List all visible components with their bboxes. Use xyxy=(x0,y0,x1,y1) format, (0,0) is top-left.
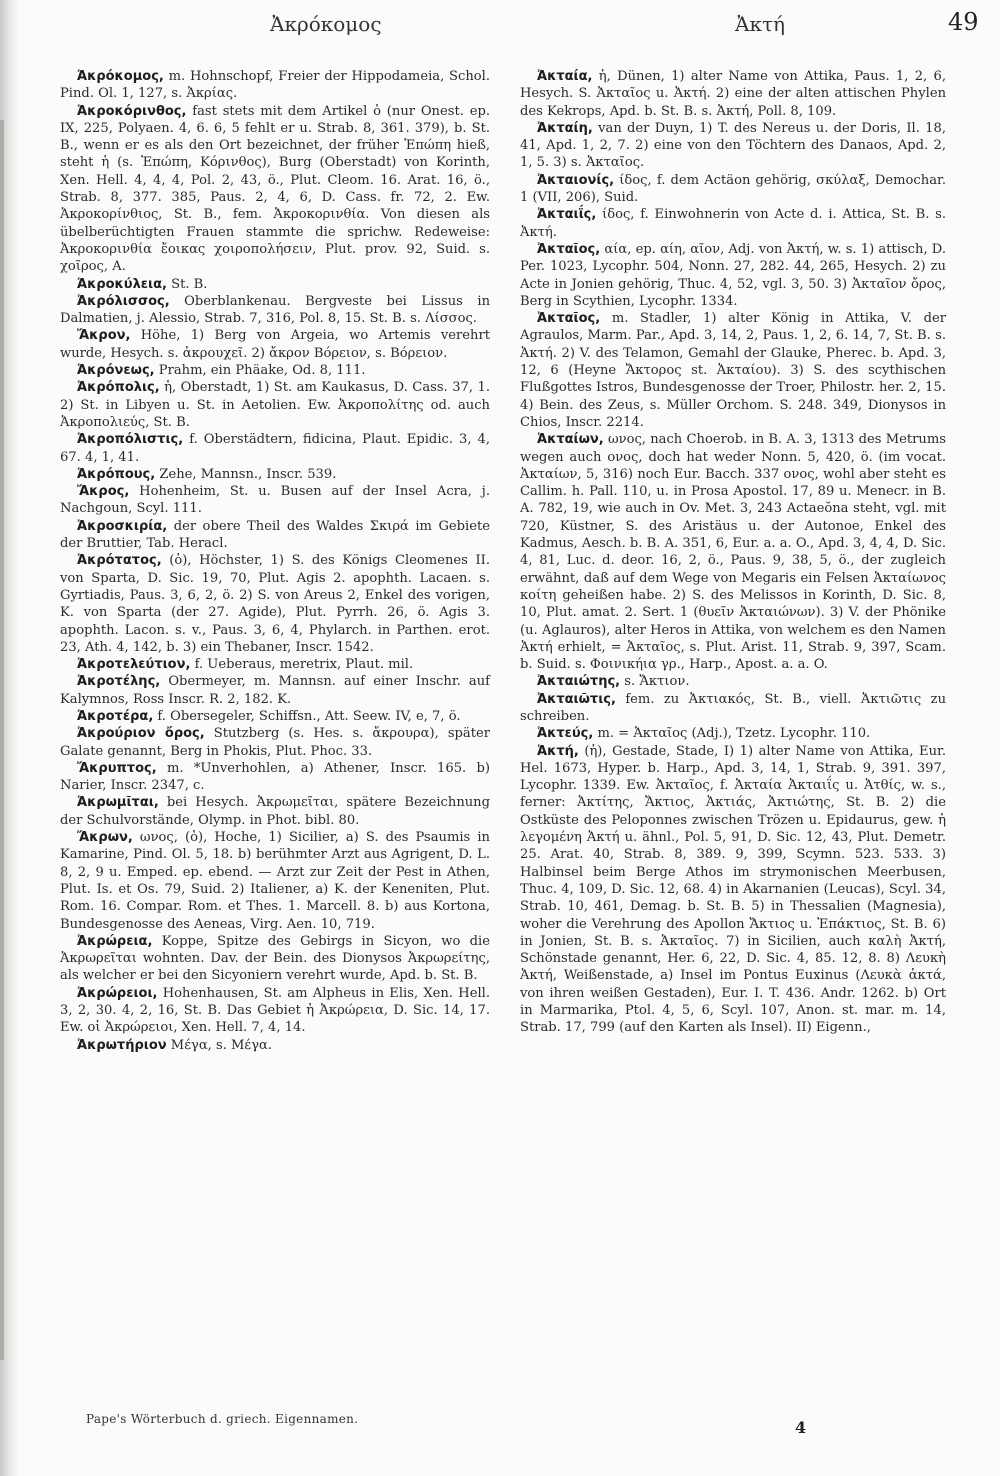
dictionary-entry xyxy=(60,103,490,276)
dictionary-entry xyxy=(60,276,490,293)
entry-lemma: Ἄκρον, xyxy=(77,328,131,344)
entry-lemma: Ἄκρος, xyxy=(77,484,130,500)
dictionary-entry xyxy=(520,431,946,673)
scan-binding-shadow xyxy=(0,120,4,1360)
entry-text: bei Hesych. Ἀκρωμεῖται, spätere Bezeichnung der Schulvorstände, Olymp. in Phot. bibl. 80. xyxy=(60,795,490,828)
entry-text: f. Oberstädtern, fidicina, Plaut. Epidic. 3, 4, 67. 4, 1, 41. xyxy=(60,432,490,465)
entry-lemma: Ἀκροτέρα, xyxy=(77,708,154,724)
entry-lemma: Ἀκροκύλεια, xyxy=(77,276,167,292)
entry-lemma: Ἀκρόλισσος, xyxy=(77,293,170,309)
entry-text: m. = Ἀκταῖος (Adj.), Tzetz. Lycophr. 110. xyxy=(593,726,871,742)
entry-text: der obere Theil des Waldes Σκιρά im Gebiete der Bruttier, Tab. Heracl. xyxy=(60,518,490,552)
dictionary-entry xyxy=(520,691,946,726)
entry-text: Obermeyer, m. Mannsn. auf einer Inschr. auf Kalymnos, Ross Inscr. R. 2, 182. K. xyxy=(60,674,490,707)
entry-text: (ὁ), Höchster, 1) S. des Königs Cleomenes II. von Sparta, D. Sic. 19, 70, Plut. Agis 2. apophth. Lacaen. s. Gyrtiadis, Paus. 3, 6, 2, ö. 2) S. von Areus 2, Enkel des vorigen, K. von Sparta (der 27. Agide), Plut. Pyrrh. 26, ö. Agis 3. apophth. Lacon. s. v., Paus. 3, 6, 4, Phylarch. in Parthen. erot. 23, Ath. 4, 142, b. 3) ein Thebaner, Inscr. 1542. xyxy=(60,553,490,655)
entry-text: Zehe, Mannsn., Inscr. 539. xyxy=(155,466,337,482)
entry-text: (ἡ), Gestade, Stade, I) 1) alter Name von Attika, Eur. Hel. 1673, Hyper. b. Harp., Apd. 3, 14, 1, Strab. 9, 391. 397, Lycophr. 1339. Ew. Ἀκταῖος, f. Ἀκταία Ἀκταιΐς u. Ἀτθίς, w. s., ferner: Ἀκτίτης, Ἄκτιος, Ἀκτιάς, Ἀκτιώτης, St. B. 2) die Ostküste des Peloponnes zwischen Trözen u. Epidaurus, gew. ἡ λεγομένη Ἀκτή u. ähnl., Pol. 5, 91, D. Sic. 12, 43, Plut. Demetr. 25. Arat. 40, Strab. 8, 389. 9, 399, Scymn. 523. 533. 3) Halbinsel beim Berge Athos im strymonischen Meerbusen, Thuc. 4, 109, D. Sic. 12, 68. 4) in Akarnanien (Leucas), Scyl. 34, Strab. 10, 461, Demag. b. St. B. 5) in Thessalien (Magnesia), woher die Verehrung des Apollon Ἄκτιος u. Ἐπάκτιος, St. B. 6) in Jonien, St. B. s. Ἀκταῖος. 7) in Sicilien, auch καλὴ Ἀκτή, Schönstade genannt, Her. 6, 22, D. Sic. 4, 85. 12, 8. 8) Λευκὴ Ἀκτή, Weißenstade, a) Insel im Pontus Euxinus (Λευκὰ ἀκτά, von ihren weißen Gestaden), Eur. I. T. 436. Andr. 1262. b) Ort in Marmarika, Ptol. 4, 5, 6, Scyl. 107, Anon. st. mar. m. 14, Strab. 17, 799 (auf den Karten als Insel). II) Eigenn., xyxy=(520,743,946,1036)
entry-text: St. B. xyxy=(166,276,208,292)
entry-lemma: Ἀκταία, xyxy=(537,69,593,84)
dictionary-entry xyxy=(520,68,946,120)
entry-text: m. *Unverhohlen, a) Athener, Inscr. 165. b) Narier, Inscr. 2347, c. xyxy=(60,760,490,794)
entry-lemma: Ἀκρούριον ὄρος, xyxy=(77,726,205,742)
dictionary-entry xyxy=(60,725,490,760)
entry-text: Oberblankenau. Bergveste bei Lissus in Dalmatien, j. Alessio, Strab. 7, 316, Pol. 8, 15. St. B. s. Λίσσος. xyxy=(60,293,491,327)
dictionary-entry xyxy=(60,794,490,829)
dictionary-entry xyxy=(520,673,946,690)
entry-text: ἡ, Dünen, 1) alter Name von Attika, Paus. 1, 2, 6, Hesych. S. Ἀκταῖος u. Ἀκτή. 2) eine der alten attischen Phylen des Kekrops, Apd. b. St. B. s. Ἀκτή, Poll. 8, 109. xyxy=(520,69,946,119)
running-head-right: Ἀκτή xyxy=(735,12,785,36)
entry-text: f. Obersegeler, Schiffsn., Att. Seew. IV, e, 7, ö. xyxy=(153,708,461,724)
dictionary-entry xyxy=(520,743,946,1037)
dictionary-entry xyxy=(60,293,490,328)
dictionary-entry xyxy=(520,241,946,310)
imprint-line: Pape's Wörterbuch d. griech. Eigennamen. xyxy=(86,1412,359,1426)
entry-lemma: Ἀκρόνεως, xyxy=(77,363,155,379)
entry-lemma: Ἀκτή, xyxy=(537,743,579,759)
entry-lemma: Ἀκρωμῖται, xyxy=(77,795,159,811)
dictionary-entry xyxy=(60,379,490,431)
entry-lemma: Ἀκταῖος, xyxy=(537,311,601,327)
left-column xyxy=(60,68,490,1054)
entry-text: Stutzberg (s. Hes. s. ἄκρουρα), später Galate genannt, Berg in Phokis, Plut. Phoc. 33. xyxy=(60,726,490,759)
entry-lemma: Ἀκρώρειοι, xyxy=(77,985,158,1001)
entry-text: m. Stadler, 1) alter König in Attika, V. der Agraulos, Marm. Par., Apd. 3, 14, 2, Paus. 1, 2, 6. 14, 7, St. B. s. Ἀκτή. 2) V. des Telamon, Gemahl der Glauke, Pherec. b. Apd. 3, 12, 6 (Heyne Ἄκτορος st. Ἀκταίου). 3) S. des scythischen Flußgottes Istros, Bundesgenosse der Troer, Philostr. her. 2, 15. 4) Bein. des Zeus, s. Müller Orchom. S. 248. 349, Dionysos in Chios, Inscr. 2214. xyxy=(520,311,946,430)
entry-text: Hohenheim, St. u. Busen auf der Insel Acra, j. Nachgoun, Scyl. 111. xyxy=(60,484,490,517)
dictionary-entry xyxy=(520,725,946,742)
entry-text: Hohenhausen, St. am Alpheus in Elis, Xen. Hell. 3, 2, 30. 4, 2, 16, St. B. Das Gebiet ἡ Ἀκρώρεια, D. Sic. 14, 17. Ew. οἱ Ἀκρώρειοι, Xen. Hell. 7, 4, 14. xyxy=(60,985,490,1036)
dictionary-entry xyxy=(520,206,946,241)
entry-lemma: Ἀκρόπους, xyxy=(77,466,156,482)
dictionary-entry xyxy=(60,673,490,708)
entry-lemma: Ἀκταιονίς, xyxy=(537,172,615,188)
entry-text: ωνος, (ὁ), Hoche, 1) Sicilier, a) S. des Psaumis in Kamarine, Pind. Ol. 5, 18. b) berühmter Arzt aus Agrigent, D. L. 8, 2, 9 u. Emped. ep. ebend. — Arzt zur Zeit der Pest in Athen, Plut. Is. et Os. 79, Suid. 2) Italiener, a) K. der Keneniten, Plut. Rom. 16. Compar. Rom. et Thes. 1. Marcell. 8. b) aus Kortona, Bundesgenosse des Aeneas, Virg. Aen. 10, 719. xyxy=(60,830,491,932)
entry-text: Höhe, 1) Berg von Argeia, wo Artemis verehrt wurde, Hesych. s. ἀκρουχεῖ. 2) ἄκρον Βόρειον, s. Βόρειον. xyxy=(60,328,490,361)
dictionary-entry xyxy=(520,120,946,172)
entry-text: Prahm, ein Phäake, Od. 8, 111. xyxy=(154,363,366,379)
entry-lemma: Ἀκταιΐς, xyxy=(537,207,597,223)
dictionary-entry xyxy=(60,327,490,362)
entry-lemma: Ἀκρωτήριον xyxy=(77,1037,167,1053)
entry-text: ίδος, f. dem Actäon gehörig, σκύλαξ, Demochar. 1 (VII, 206), Suid. xyxy=(520,172,946,206)
entry-text: αία, ep. αίη, αῖον, Adj. von Ἀκτή, w. s. 1) attisch, D. Per. 1023, Lycophr. 504, Nonn. 27, 282. 44, 265, Hesych. 2) zu Acte in Jonien gehörig, Thuc. 4, 52, vgl. 3, 50. 3) Ἀκταῖον ὄρος, Berg in Scythien, Lycophr. 1334. xyxy=(520,241,946,309)
running-head-left: Ἀκρόκομος xyxy=(270,12,382,36)
entry-text: van der Duyn, 1) T. des Nereus u. der Doris, Il. 18, 41, Apd. 1, 2, 7. 2) eine von den Töchtern des Danaos, Apd. 2, 1, 5. 3) s. Ἀκταῖος. xyxy=(520,120,946,171)
dictionary-entry xyxy=(60,760,490,795)
dictionary-entry xyxy=(520,310,946,431)
entry-text: Μέγα, s. Μέγα. xyxy=(166,1037,273,1053)
entry-lemma: Ἀκρόπολις, xyxy=(77,380,160,396)
dictionary-entry xyxy=(60,431,490,466)
entry-lemma: Ἀκροπόλιστις, xyxy=(77,432,184,448)
entry-lemma: Ἄκρων, xyxy=(77,830,133,846)
dictionary-entry xyxy=(60,656,490,673)
entry-text: f. Ueberaus, meretrix, Plaut. mil. xyxy=(190,657,414,673)
entry-lemma: Ἀκταιώτης, xyxy=(537,674,621,690)
entry-lemma: Ἀκταίων, xyxy=(537,432,604,448)
entry-text: Koppe, Spitze des Gebirgs in Sicyon, wo die Ἀκρωρεῖται wohnten. Dav. der Bein. des Dionysos Ἀκρωρείτης, als welcher er bei den Sicyoniern verehrt wurde, Apd. b. St. B. xyxy=(60,933,490,984)
dictionary-entry xyxy=(60,552,490,656)
entry-lemma: Ἀκρώρεια, xyxy=(77,933,153,949)
signature-mark: 4 xyxy=(795,1418,807,1437)
entry-text: ωνος, nach Choerob. in B. A. 3, 1313 des Metrums wegen auch ονος, doch hat weder Nonn. 5, 420, ö. (im vocat. Ἀκταίων, 5, 316) noch Eur. Bacch. 337 ονος, wohl aber steht es Callim. h. Pall. 110, u. in Prosa Apostol. 17, 89 u. Menecr. in B. A. 782, 19, wie auch in Ov. Met. 3, 243 Actaeŏna steht, vgl. mit 720, Küstner, S. des Aristäus u. der Autonoe, Enkel des Kadmus, Aesch. b. B. A. 351, 6, Eur. a. a. O., Apd. 3, 4, 4, D. Sic. 4, 81, Luc. d. deor. 16, 2, ö., Paus. 9, 38, 5, ö., der zugleich erwähnt, daß auf dem Wege von Megaris ein Felsen Ἀκταίωνος κοίτη geheißen habe. 2) S. des Melissos in Korinth, D. Sic. 8, 10, Plut. amat. 2. Sert. 1 (θυεῖν Ἀκταιώνων). 3) V. der Phönike (u. Aglauros), alter Heros in Attika, von welchem es den Namen Ἀκτή erhielt, = Ἀκταῖος, s. Plut. Arist. 11, Strab. 9, 397, Scam. b. Suid. s. Φοινικήια γρ., Harp., Apost. a. a. O. xyxy=(520,432,946,673)
entry-lemma: Ἀκτεύς, xyxy=(537,726,594,742)
entry-text: s. Ἄκτιον. xyxy=(620,674,690,690)
right-column xyxy=(520,68,946,1037)
entry-lemma: Ἀκταιῶτις, xyxy=(537,691,616,707)
dictionary-entry xyxy=(60,466,490,483)
entry-lemma: Ἀκταίη, xyxy=(537,120,593,136)
entry-lemma: Ἀκταῖος, xyxy=(537,241,601,257)
dictionary-entry xyxy=(60,985,490,1037)
dictionary-entry xyxy=(60,362,490,379)
dictionary-entry xyxy=(60,708,490,725)
dictionary-entry xyxy=(60,483,490,518)
entry-lemma: Ἀκρότατος, xyxy=(77,553,162,569)
dictionary-entry xyxy=(60,518,490,553)
entry-lemma: Ἀκροτέλης, xyxy=(77,674,161,690)
dictionary-entry xyxy=(520,172,946,207)
dictionary-entry xyxy=(60,68,490,103)
entry-lemma: Ἀκροκόρινθος, xyxy=(77,103,187,119)
entry-text: fast stets mit dem Artikel ὁ (nur Onest. ep. IX, 225, Polyaen. 4, 6. 6, 5 fehlt er u. Strab. 8, 361. 379), b. St. B., wenn er es als den Ort bezeichnet, der früher Ἐπώπη hieß, steht ἡ (s. Ἐπώπη, Κόρινθος), Burg (Oberstadt) von Korinth, Xen. Hell. 4, 4, 4, Pol. 2, 43, ö., Plut. Cleom. 16. Arat. 16, ö., Strab. 8, 377. 385, Paus. 2, 4, 6, D. Cass. fr. 72, 2. Ew. Ἀκροκορίνθιος, St. B., fem. Ἀκροκορινθία. Von diesen als übelberüchtigten Frauen stammte die sprichw. Redeweise: Ἀκροκορινθία ἔοικας χοιροπολήσειν, Plut. prov. 92, Suid. s. χοῖρος, A. xyxy=(60,103,490,275)
dictionary-entry xyxy=(60,933,490,985)
dictionary-entry xyxy=(60,829,490,933)
entry-text: ίδος, f. Einwohnerin von Acte d. i. Attica, St. B. s. Ἀκτή. xyxy=(520,207,946,240)
entry-lemma: Ἄκρυπτος, xyxy=(77,760,157,776)
entry-text: fem. zu Ἀκτιακός, St. B., viell. Ἀκτιῶτις zu schreiben. xyxy=(520,691,946,724)
page-number: 49 xyxy=(948,8,979,36)
entry-lemma: Ἀκρόκομος, xyxy=(77,69,164,84)
entry-text: m. Hohnschopf, Freier der Hippodameia, Schol. Pind. Ol. 1, 127, s. Ἀκρίας. xyxy=(60,69,490,102)
entry-lemma: Ἀκροσκιρία, xyxy=(77,518,168,534)
entry-text: ἡ, Oberstadt, 1) St. am Kaukasus, D. Cass. 37, 1. 2) St. in Libyen u. St. in Aetolien. Ew. Ἀκροπολίτης od. auch Ἀκροπολιεύς, St. B. xyxy=(60,380,490,430)
entry-lemma: Ἀκροτελεύτιον, xyxy=(77,657,191,673)
dictionary-entry xyxy=(60,1037,490,1054)
